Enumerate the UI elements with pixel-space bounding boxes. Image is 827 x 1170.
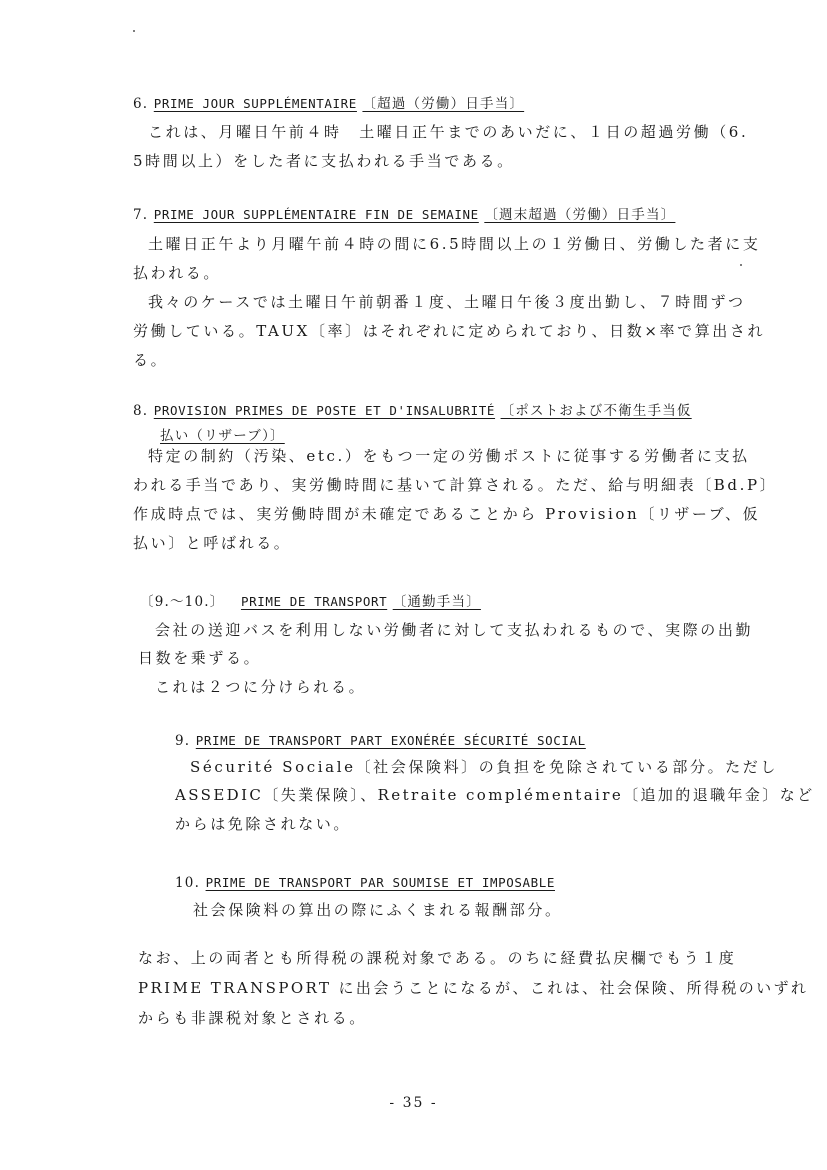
section-7-body-line-1: 土曜日正午より月曜午前４時の間に6.5時間以上の１労働日、労働した者に支 — [148, 235, 761, 253]
section-7-body-line-2: 払われる。 — [133, 264, 222, 282]
section-6-title-fr: PRIME JOUR SUPPLÉMENTAIRE — [153, 96, 357, 111]
section-6-title-jp: 〔超過（労働）日手当〕 — [362, 96, 525, 112]
closing-note-line-2: PRIME TRANSPORT に出会うことになるが、これは、社会保険、所得税のいずれ — [138, 979, 809, 997]
section-9-10-body-line-2: 日数を乗ずる。 — [138, 649, 262, 667]
section-8-body-line-2 — [133, 475, 777, 495]
section-10-heading — [175, 873, 555, 893]
section-7-number: 7. — [133, 207, 149, 223]
section-7-body-line-3: 我々のケースでは土曜日午前朝番１度、土曜日午後３度出勤し、７時間ずつ — [148, 293, 746, 311]
section-8-body-line-2-text: われる手当であり、実労働時間に基いて計算される。ただ、給与明細表〔Bd.P〕 — [133, 476, 778, 494]
section-9-body-line-2: ASSEDIC〔失業保険〕、Retraite complémentaire〔追加的退職年金〕など — [175, 786, 815, 804]
section-7-body-line-5: る。 — [133, 351, 169, 369]
scan-speck — [133, 30, 135, 32]
section-10-number: 10. — [175, 875, 201, 891]
section-7-body-line-4: 労働している。TAUX〔率〕はそれぞれに定められており、日数×率で算出され — [133, 322, 766, 340]
section-9-10-heading — [140, 592, 481, 612]
section-6-number: 6. — [133, 96, 149, 112]
section-9-heading — [175, 731, 586, 751]
section-8-heading — [133, 401, 692, 421]
section-9-title-fr: PRIME DE TRANSPORT PART EXONÉRÉE SÉCURITÉ SOCIAL — [195, 733, 586, 748]
section-8-body-line-3: 作成時点では、実労働時間が未確定であることから Provision〔リザーブ、仮 — [133, 505, 761, 523]
page-number: - 35 - — [389, 1095, 438, 1111]
section-7-title-fr: PRIME JOUR SUPPLÉMENTAIRE FIN DE SEMAINE — [153, 207, 479, 222]
section-8-body-line-4: 払い〕と呼ばれる。 — [133, 534, 292, 552]
section-9-10-body-line-3: これは２つに分けられる。 — [155, 678, 367, 696]
section-9-number: 9. — [175, 733, 191, 749]
section-7-heading — [133, 205, 675, 225]
section-6-body-line-2: 5時間以上）をした者に支払われる手当である。 — [133, 152, 515, 170]
section-10-title-fr: PRIME DE TRANSPORT PAR SOUMISE ET IMPOSABLE — [205, 875, 555, 890]
closing-note-line-1: なお、上の両者とも所得税の課税対象である。のちに経費払戻欄でもう１度 — [138, 949, 737, 967]
section-6-body-line-1: これは、月曜日午前４時 土曜日正午までのあいだに、１日の超過労働（6. — [148, 123, 749, 141]
section-6-heading — [133, 94, 524, 114]
section-10-body-line-1: 社会保険料の算出の際にふくまれる報酬部分。 — [193, 901, 563, 919]
scan-speck — [740, 264, 742, 266]
closing-note-line-3: からも非課税対象とされる。 — [138, 1009, 367, 1027]
section-8-title-jp-line-2: 払い（リザーブ）〕 — [160, 428, 285, 444]
section-7-title-jp: 〔週末超過（労働）日手当〕 — [484, 207, 676, 223]
section-9-body-line-1: Sécurité Sociale〔社会保険料〕の負担を免除されている部分。ただし — [190, 758, 778, 776]
section-9-10-title-fr: PRIME DE TRANSPORT — [240, 594, 388, 609]
section-9-10-number: 〔9.～10.〕 — [140, 594, 225, 610]
section-9-10-title-jp: 〔通勤手当〕 — [392, 594, 481, 610]
section-8-body-line-1: 特定の制約（汚染、etc.）をもつ一定の労働ポストに従事する労働者に支払 — [148, 447, 750, 465]
section-8-title-jp-line-1: 〔ポストおよび不衛生手当仮 — [500, 403, 692, 419]
section-8-number: 8. — [133, 403, 149, 419]
section-9-10-body-line-1: 会社の送迎バスを利用しない労働者に対して支払われるもので、実際の出勤 — [155, 621, 754, 639]
section-9-body-line-3: からは免除されない。 — [175, 815, 352, 833]
section-8-title-fr: PROVISION PRIMES DE POSTE ET D'INSALUBRITÉ — [153, 403, 496, 418]
